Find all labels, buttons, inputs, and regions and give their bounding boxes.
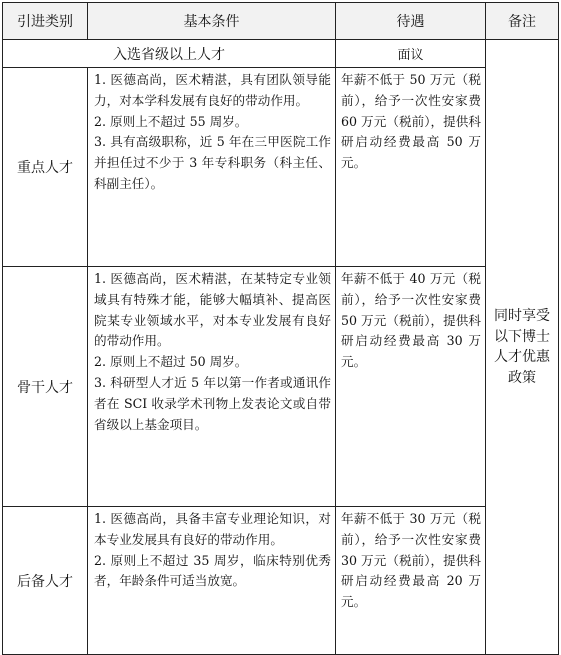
condition-item: 2. 原则上不超过 35 周岁，临床特别优秀者，年龄条件可适当放宽。	[94, 552, 331, 589]
remarks-cell: 同时享受以下博士人才优惠政策	[486, 40, 559, 655]
category-cell: 后备人才	[3, 507, 88, 655]
provincial-talent-row	[3, 40, 559, 68]
conditions-cell	[88, 507, 336, 655]
condition-item: 3. 具有高级职称，近 5 年在三甲医院工作并担任过不少于 3 年专科职务（科主任、科副主任）。	[94, 134, 331, 191]
provincial-talent-treatment: 面议	[336, 40, 486, 68]
header-row	[3, 3, 559, 40]
category-cell: 骨干人才	[3, 267, 88, 507]
condition-item: 2. 原则上不超过 50 周岁。	[94, 354, 248, 370]
table-row	[3, 68, 559, 267]
header-conditions: 基本条件	[88, 3, 336, 40]
treatment-cell: 年薪不低于 50 万元（税前），给予一次性安家费 60 万元（税前），提供科研启动经费最高 50 万元。	[336, 68, 486, 267]
table-row	[3, 267, 559, 507]
condition-item: 3. 科研型人才近 5 年以第一作者或通讯作者在 SCI 收录学术刊物上发表论文或自带省级以上基金项目。	[94, 374, 331, 432]
header-category: 引进类别	[3, 3, 88, 40]
conditions-cell	[88, 267, 336, 507]
header-remarks: 备注	[486, 3, 559, 40]
condition-item: 1. 医德高尚，医术精湛，具有团队领导能力，对本学科发展有良好的带动作用。	[94, 72, 331, 108]
condition-item: 2. 原则上不超过 55 周岁。	[94, 113, 248, 129]
conditions-cell	[88, 68, 336, 267]
provincial-talent-label: 入选省级以上人才	[3, 40, 336, 68]
header-treatment: 待遇	[336, 3, 486, 40]
category-cell: 重点人才	[3, 68, 88, 267]
condition-item: 1. 医德高尚，具备丰富专业理论知识，对本专业发展具有良好的带动作用。	[94, 511, 331, 547]
treatment-cell: 年薪不低于 40 万元（税前），给予一次性安家费 50 万元（税前），提供科研启动经费最高 30 万元。	[336, 267, 486, 507]
condition-item: 1. 医德高尚，医术精湛，在某特定专业领域具有特殊才能，能够大幅填补、提高医院某专业领域水平，对本专业发展有良好的带动作用。	[94, 271, 331, 349]
table-row	[3, 507, 559, 655]
talent-policy-table	[2, 2, 559, 655]
treatment-cell: 年薪不低于 30 万元（税前），给予一次性安家费 30 万元（税前），提供科研启动经费最高 20 万元。	[336, 507, 486, 655]
